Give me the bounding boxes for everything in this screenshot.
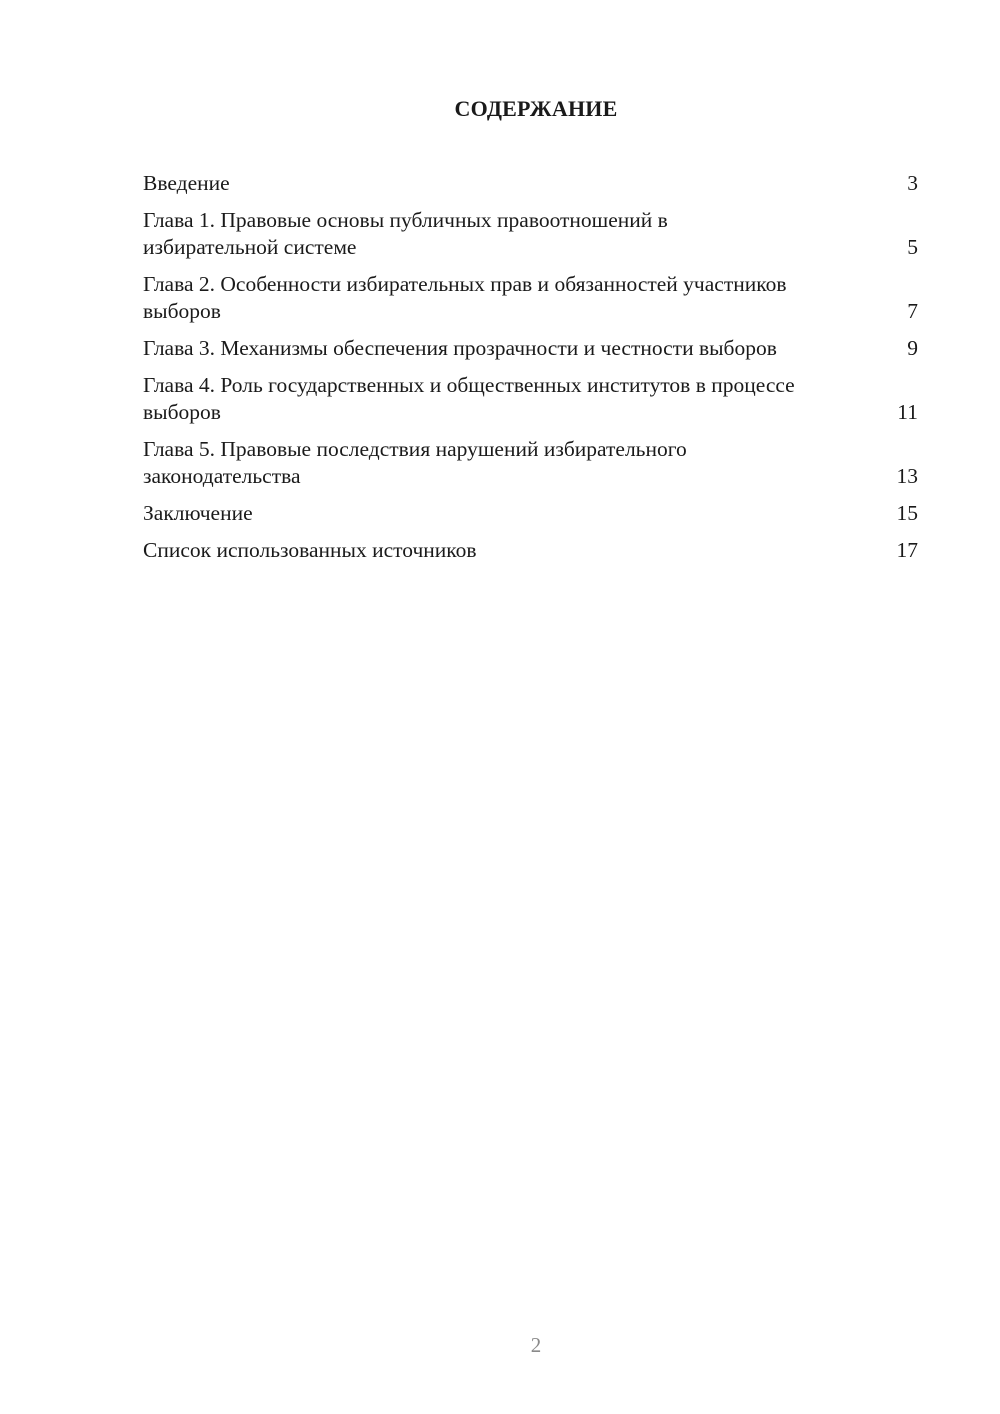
- toc-entry-page: 3: [907, 171, 918, 195]
- toc-entry-text: Список использованных источников: [143, 538, 477, 562]
- toc-entry-page: 11: [897, 400, 918, 424]
- page-title: СОДЕРЖАНИЕ: [454, 96, 618, 121]
- toc-entry-references: [143, 537, 918, 564]
- toc-entry-chapter-5: [143, 436, 918, 490]
- toc-entry-text: Глава 4. Роль государственных и общественных институтов в процессе выборов: [143, 373, 795, 424]
- toc-entry-text: Глава 5. Правовые последствия нарушений избирательного законодательства: [143, 437, 687, 488]
- toc-entry-text: Глава 3. Механизмы обеспечения прозрачности и честности выборов: [143, 336, 777, 360]
- toc-entry-conclusion: [143, 500, 918, 527]
- page-number: 2: [530, 1333, 542, 1357]
- toc-entry-page: 13: [896, 464, 918, 488]
- toc-entry-text: Глава 2. Особенности избирательных прав и обязанностей участников выборов: [143, 272, 787, 323]
- toc-entry-page: 15: [896, 501, 918, 525]
- toc-entry-page: 5: [907, 235, 918, 259]
- table-of-contents: [143, 170, 918, 574]
- toc-entry-text: Глава 1. Правовые основы публичных правоотношений в избирательной системе: [143, 208, 668, 259]
- toc-entry-chapter-3: [143, 335, 918, 362]
- toc-entry-page: 9: [907, 336, 918, 360]
- toc-entry-page: 17: [896, 538, 918, 562]
- toc-entry-chapter-1: [143, 207, 918, 261]
- toc-entry-text: Заключение: [143, 501, 253, 525]
- toc-entry-chapter-2: [143, 271, 918, 325]
- toc-entry-page: 7: [907, 299, 918, 323]
- toc-entry-chapter-4: [143, 372, 918, 426]
- toc-entry-text: Введение: [143, 171, 230, 195]
- toc-entry-introduction: [143, 170, 918, 197]
